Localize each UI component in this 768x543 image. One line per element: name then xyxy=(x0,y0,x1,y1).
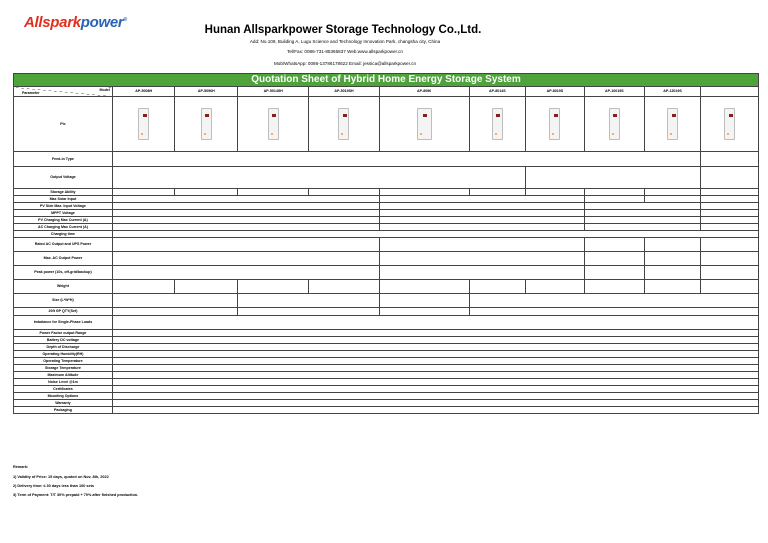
quotation-table xyxy=(13,73,759,414)
model-parameter-header xyxy=(14,87,113,97)
company-mobile-email: Mob/WhatsApp: 0086-13786178622 Email: jessica@allsparkpower.cn xyxy=(273,61,417,66)
model-header-row xyxy=(14,87,759,97)
row-label-packaging: Packaging xyxy=(14,407,113,414)
model-name: AP-8014S xyxy=(469,87,525,97)
storage-unit-image xyxy=(724,108,735,140)
spec-row xyxy=(14,217,759,224)
spec-row xyxy=(14,407,759,414)
model-name: AP-10019S xyxy=(584,87,644,97)
spec-row xyxy=(14,294,759,308)
remark-line: 1) Validity of Price: 15 days, quoted on Nov. 8th, 2022 xyxy=(13,475,109,479)
spec-row xyxy=(14,330,759,337)
row-label-storage-temp: Storage Temperature xyxy=(14,365,113,372)
spec-row xyxy=(14,337,759,344)
storage-unit-image xyxy=(268,108,279,140)
storage-unit-image xyxy=(417,108,432,140)
row-label-max-ac-output: Max. AC Output Power xyxy=(14,252,113,266)
row-label-humidity: Operating Humidity(RH) xyxy=(14,351,113,358)
row-label-mppt-voltage: MPPT Voltage xyxy=(14,210,113,217)
row-label-pv-charging-current: PV Charging Max Current (A) xyxy=(14,217,113,224)
spec-row xyxy=(14,167,759,189)
spec-row xyxy=(14,196,759,203)
spec-row xyxy=(14,308,759,316)
spec-row xyxy=(14,316,759,330)
model-name: AP-8096 xyxy=(379,87,469,97)
header-parameter-label: Parameter xyxy=(22,91,40,96)
storage-unit-image xyxy=(338,108,349,140)
row-label-rated-ac-output: Rated AC Output and UPS Power xyxy=(14,238,113,252)
row-label-output-voltage: Output Voltage xyxy=(14,167,113,189)
spec-row xyxy=(14,203,759,210)
row-label-warranty: Warranty xyxy=(14,400,113,407)
row-label-container-qty: 20ft GP QTY(Set) xyxy=(14,308,113,316)
model-name: AP-5014SH xyxy=(238,87,309,97)
company-address: Add: No.109, Building A, Lugu Science and Technology Innovation Park, changsha city, China xyxy=(249,39,441,44)
row-label-max-solar: Max Solar Input xyxy=(14,196,113,203)
row-label-power-factor: Power Factor output Range xyxy=(14,330,113,337)
storage-unit-image xyxy=(492,108,503,140)
spec-row xyxy=(14,280,759,294)
storage-unit-image xyxy=(201,108,212,140)
spec-row xyxy=(14,238,759,252)
spec-row xyxy=(14,400,759,407)
spec-row xyxy=(14,372,759,379)
model-name: AP-8019S xyxy=(525,87,584,97)
row-label-ac-charging-current: AC Charging Max Current (A) xyxy=(14,224,113,231)
row-label-peak-power: Peak power (10s, off-grid/backup) xyxy=(14,266,113,280)
row-label-storage-ability: Storage Ability xyxy=(14,189,113,196)
spec-row xyxy=(14,358,759,365)
storage-unit-image xyxy=(549,108,560,140)
spec-row xyxy=(14,224,759,231)
spec-row xyxy=(14,379,759,386)
company-name: Hunan Allsparkpower Storage Technology Co.,Ltd. xyxy=(204,24,482,36)
row-label-feed-in: Feed-in Type xyxy=(14,152,113,167)
spec-row xyxy=(14,252,759,266)
sheet-title: Quotation Sheet of Hybrid Home Energy Storage System xyxy=(14,74,759,87)
row-label-pic: Pic xyxy=(14,97,113,152)
spec-row xyxy=(14,266,759,280)
row-label-battery-dc: Battery DC voltage xyxy=(14,337,113,344)
model-name xyxy=(701,87,759,97)
row-label-charging-time: Charging time xyxy=(14,231,113,238)
picture-row xyxy=(14,97,759,152)
row-label-size: Size (L*W*H) xyxy=(14,294,113,308)
spec-row xyxy=(14,210,759,217)
model-name: AP-5096H xyxy=(175,87,238,97)
header-model-label: Model xyxy=(99,87,110,92)
spec-row xyxy=(14,365,759,372)
model-name: AP-12019S xyxy=(644,87,700,97)
storage-unit-image xyxy=(609,108,620,140)
row-label-imbalance: Imbalance for Single-Phase Loads xyxy=(14,316,113,330)
row-label-certificates: Certificates xyxy=(14,386,113,393)
spec-row xyxy=(14,344,759,351)
spec-row xyxy=(14,393,759,400)
row-label-altitude: Maximum Altitude xyxy=(14,372,113,379)
spec-row xyxy=(14,152,759,167)
spec-row xyxy=(14,189,759,196)
spec-row xyxy=(14,351,759,358)
spec-row xyxy=(14,231,759,238)
storage-unit-image xyxy=(667,108,678,140)
row-label-noise: Noise Level @1m xyxy=(14,379,113,386)
company-logo: Allsparkpower® xyxy=(24,14,127,31)
row-label-pv-max-voltage: PV Side Max. Input Voltage xyxy=(14,203,113,210)
remark-line: 3) Term of Payment: T/T 30% prepaid + 70% after finished production. xyxy=(13,493,139,497)
row-label-op-temp: Operating Temperature xyxy=(14,358,113,365)
remark-heading: Remark: xyxy=(13,465,29,469)
company-tel-web: Tel/Fax: 0086-731-85366837 Web:www.allsparkpower.cn xyxy=(287,49,403,54)
remark-line: 2) Delivery time: ≤ 30 days less than 100 sets xyxy=(13,484,95,488)
row-label-weight: Weight xyxy=(14,280,113,294)
row-label-mounting: Mounting Options xyxy=(14,393,113,400)
model-name: AP-5008H xyxy=(112,87,175,97)
model-name: AP-5019SH xyxy=(309,87,379,97)
storage-unit-image xyxy=(138,108,149,140)
row-label-dod: Depth of Discharge xyxy=(14,344,113,351)
quotation-sheet xyxy=(13,73,759,461)
spec-row xyxy=(14,386,759,393)
